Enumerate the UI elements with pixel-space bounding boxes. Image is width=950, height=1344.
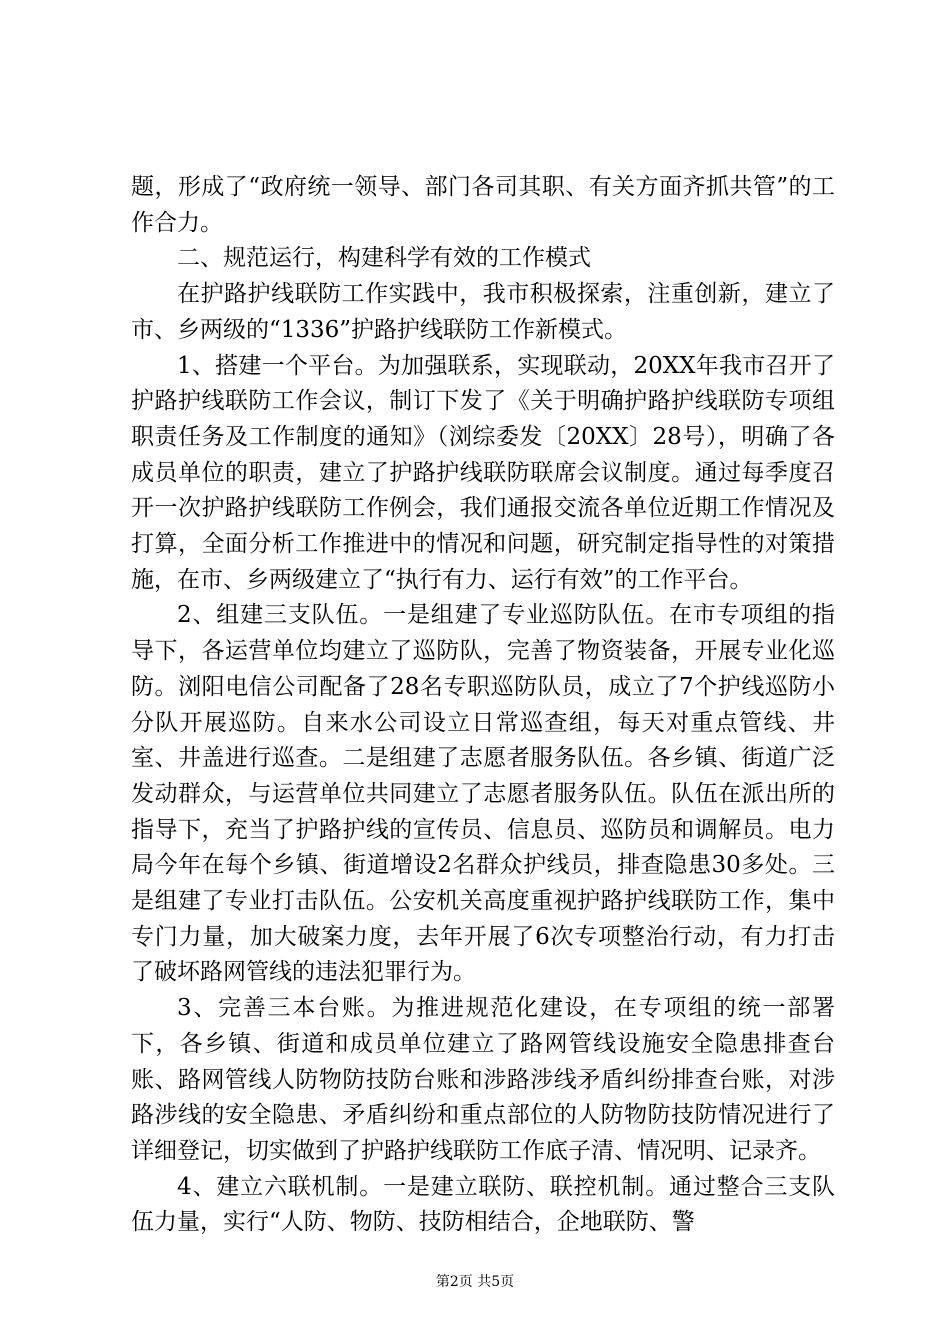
section-heading: 二、规范运行，构建科学有效的工作模式 (177, 245, 591, 272)
paragraph-ledgers: 3、完善三本台账。为推进规范化建设，在专项组的统一部署下，各乡镇、街道和成员单位建立了路网管线设施安全隐患排查台账、路网管线人防物防技防台账和涉路涉线矛盾纠纷排查台账，对涉路涉线的安全隐患、矛盾纠纷和重点部位的人防物防技防情况进行了详细登记，切实做到了护路护线联防工作底子清、情况明、记录齐。 (131, 995, 835, 1164)
document-body (131, 170, 835, 1241)
page-footer: 第2页 共5页 (435, 1274, 515, 1290)
paragraph-teams: 2、组建三支队伍。一是组建了专业巡防队伍。在市专项组的指导下，各运营单位均建立了巡防队，完善了物资装备，开展专业化巡防。浏阳电信公司配备了28名专职巡防队员，成立了7个护线巡防小分队开展巡防。自来水公司设立日常巡查组，每天对重点管线、井室、井盖进行巡查。二是组建了志愿者服务队伍。各乡镇、街道广泛发动群众，与运营单位共同建立了志愿者服务队伍。队伍在派出所的指导下，充当了护路护线的宣传员、信息员、巡防员和调解员。电力局今年在每个乡镇、街道增设2名群众护线员，排查隐患30多处。三是组建了专业打击队伍。公安机关高度重视护路护线联防工作，集中专门力量，加大破案力度，去年开展了6次专项整治行动，有力打击了破坏路网管线的违法犯罪行为。 (131, 602, 835, 986)
paragraph-mechanisms: 4、建立六联机制。一是建立联防、联控机制。通过整合三支队伍力量，实行“人防、物防、技防相结合，企地联防、警 (131, 1173, 835, 1236)
paragraph-platform: 1、搭建一个平台。为加强联系，实现联动，20XX年我市召开了护路护线联防工作会议，制订下发了《关于明确护路护线联防专项组职责任务及工作制度的通知》（浏综委发〔20XX〕28号），明确了各成员单位的职责，建立了护路护线联防联席会议制度。通过每季度召开一次护路护线联防工作例会，我们通报交流各单位近期工作情况及打算，全面分析工作推进中的情况和问题，研究制定指导性的对策措施，在市、乡两级建立了“执行有力、运行有效”的工作平台。 (131, 352, 835, 593)
paragraph-intro: 在护路护线联防工作实践中，我市积极探索，注重创新，建立了市、乡两级的“1336”护路护线联防工作新模式。 (131, 281, 835, 343)
paragraph-continuation: 题，形成了“政府统一领导、部门各司其职、有关方面齐抓共管”的工作合力。 (131, 174, 835, 236)
